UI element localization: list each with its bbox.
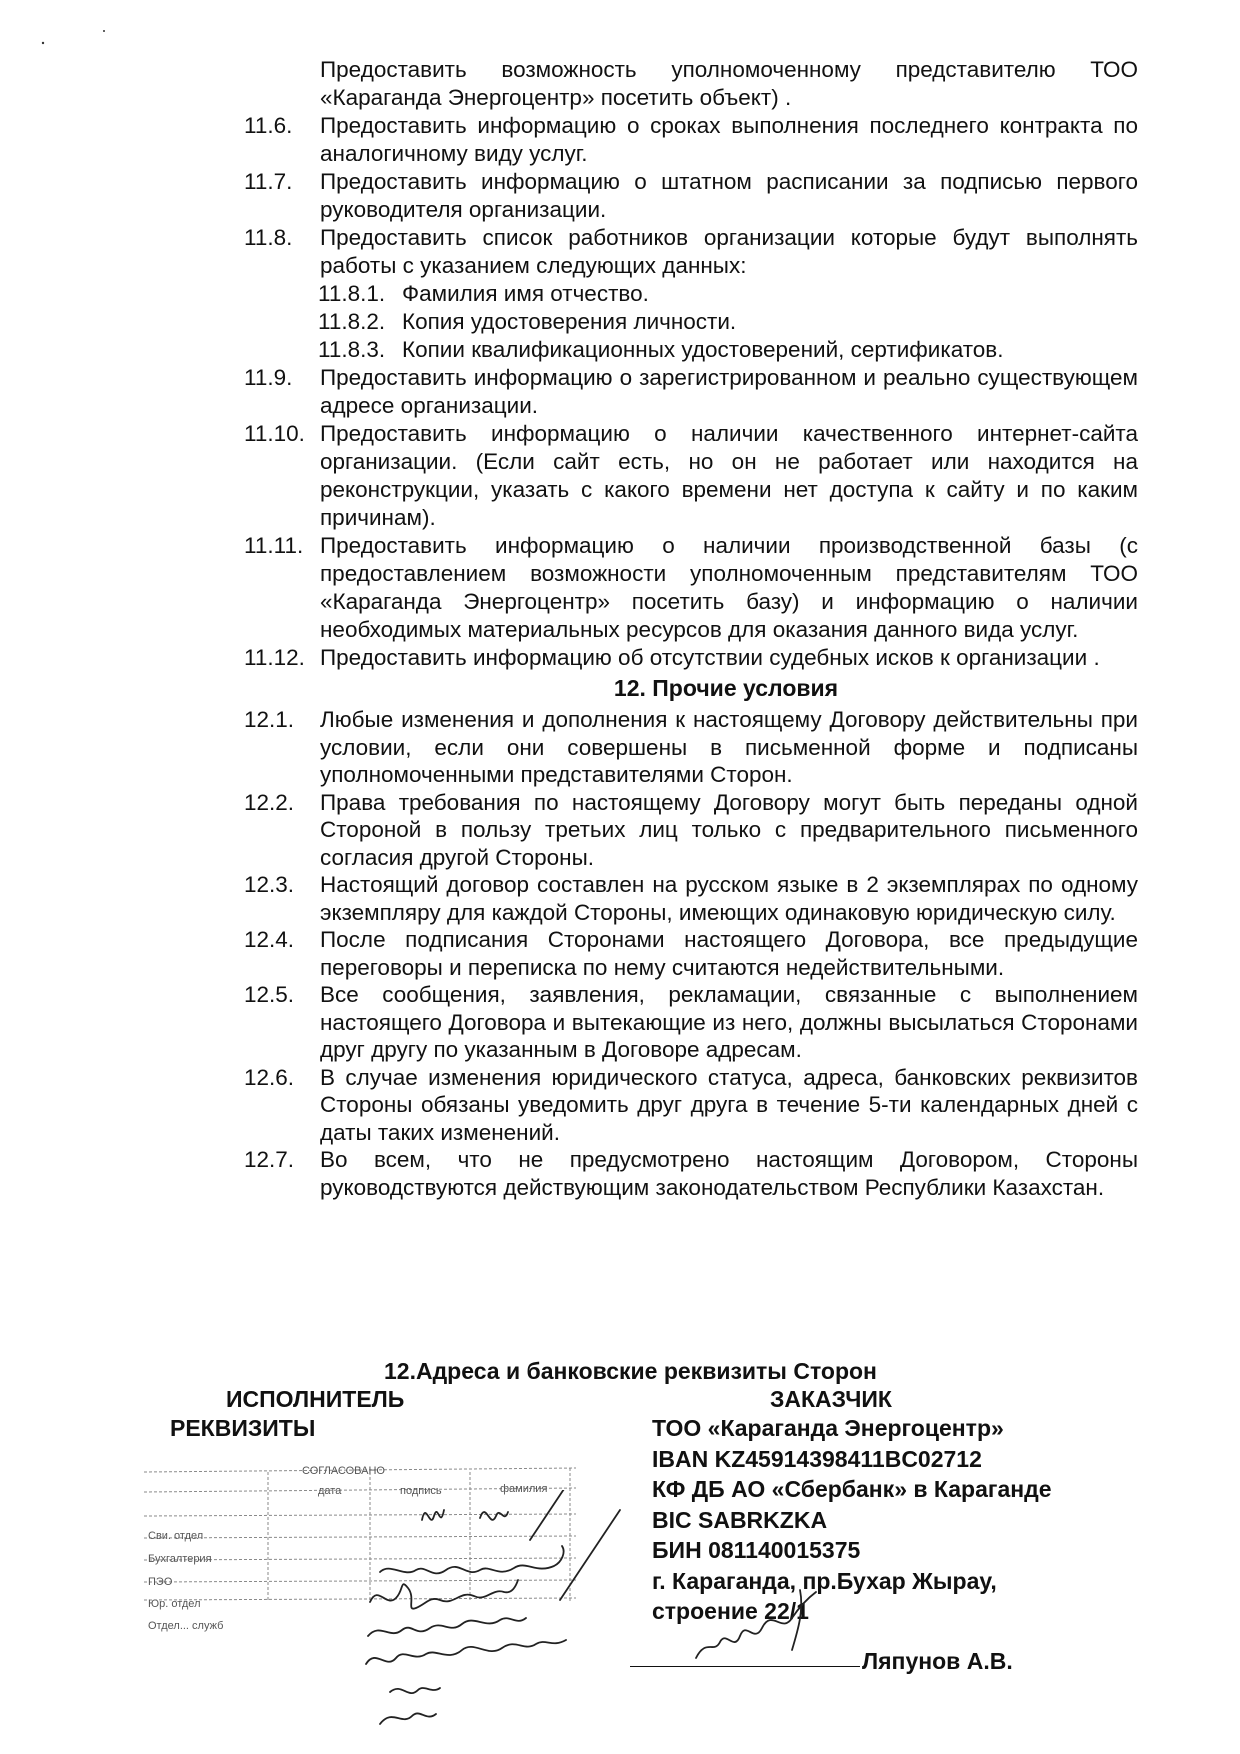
clause-number: 11.8. — [244, 225, 293, 250]
clause-11-6 — [244, 112, 1138, 168]
clause-12-7 — [244, 1146, 1138, 1201]
clause-number: 12.3. — [244, 872, 295, 897]
customer-building: строение 22/1 — [652, 1598, 809, 1624]
stamp-col-sign: подпись — [400, 1485, 442, 1497]
subclause-number: 11.8.3. — [318, 337, 386, 362]
customer-bin: БИН 081140015375 — [652, 1537, 861, 1563]
clause-text: Предоставить информацию об отсутствии судебных исков к организации . — [320, 645, 1100, 670]
clause-12-6 — [244, 1064, 1138, 1147]
customer-bic: BIC SABRKZKA — [652, 1506, 828, 1533]
clause-number: 11.9. — [244, 365, 293, 390]
clause-number: 11.12. — [244, 645, 305, 670]
stamp-row-4: Юр. отдел — [148, 1598, 201, 1610]
clause-text: Любые изменения и дополнения к настоящему Договору действительны при условии, если они совершены в письменной форме и подписаны уполномоченными представителями Сторон. — [320, 707, 1138, 787]
clause-number: 11.7. — [244, 169, 293, 194]
customer-signature — [690, 1588, 850, 1678]
clause-11-8 — [244, 224, 1138, 280]
subclause-number: 11.8.1. — [318, 281, 386, 306]
customer-company: ТОО «Караганда Энергоцентр» — [652, 1415, 1004, 1441]
clause-11-10 — [244, 420, 1138, 532]
signer-name: Ляпунов А.В. — [862, 1648, 1013, 1674]
clause-11-12 — [244, 644, 1138, 672]
clause-number: 11.6. — [244, 113, 293, 138]
clause-text: Предоставить информацию о наличии качественного интернет-сайта организации. (Если сайт есть, но он не работает или находится на реконструкции, указать с какого времени нет доступа к сайту и по каким причинам). — [320, 421, 1138, 530]
clause-text: Права требования по настоящему Договору могут быть переданы одной Стороной в пользу третьих лиц только с предварительного письменного согласия другой Стороны. — [320, 789, 1138, 870]
customer-iban: IBAN KZ45914398411BC02712 — [652, 1445, 982, 1472]
executor-title: ИСПОЛНИТЕЛЬ — [226, 1386, 405, 1412]
clause-12-3 — [244, 871, 1138, 926]
clause-number: 12.2. — [244, 789, 295, 815]
executor-requisites: РЕКВИЗИТЫ — [170, 1415, 316, 1441]
customer-address: г. Караганда, пр.Бухар Жырау, — [652, 1567, 997, 1594]
subclause-text: Копия удостоверения личности. — [402, 309, 737, 334]
subclause-text: Копии квалификационных удостоверений, сертификатов. — [402, 337, 1004, 362]
clause-text: В случае изменения юридического статуса, адреса, банковских реквизитов Стороны обязаны уведомить друг друга в течение 5-ти календарных дней с даты таких изменений. — [320, 1064, 1138, 1145]
clause-text: Предоставить информацию о штатном расписании за подписью первого руководителя организации. — [320, 169, 1138, 222]
subclause-text: Фамилия имя отчество. — [402, 281, 649, 306]
section-12-heading: 12. Прочие условия — [613, 675, 839, 701]
clause-number: 12.4. — [244, 927, 295, 952]
clause-text: Настоящий договор составлен на русском языке в 2 экземплярах по одному экземпляру для каждой Стороны, имеющих одинаковую юридическую силу. — [320, 872, 1138, 925]
clause-number: 11.10. — [244, 421, 305, 446]
stamp-row-1: Сви. отдел — [148, 1530, 204, 1542]
requisites-title: 12.Адреса и банковские реквизиты Сторон — [384, 1358, 877, 1384]
stamp-col-surname: фамилия — [500, 1483, 548, 1495]
clause-number: 12.1. — [244, 707, 295, 732]
clause-11-9 — [244, 364, 1138, 420]
clause-12-5 — [244, 981, 1138, 1064]
subclause-number: 11.8.2. — [318, 309, 386, 334]
clause-11-11 — [244, 532, 1138, 644]
clause-text: После подписания Сторонами настоящего Договора, все предыдущие переговоры и переписка по нему считаются недействительными. — [320, 927, 1138, 980]
scan-specks — [0, 0, 140, 60]
clause-text: Предоставить информацию о наличии производственной базы (с предоставлением возможности уполномоченным представителям ТОО «Караганда Энергоцентр» посетить базу) и информацию о наличии необходимых материальных ресурсов для оказания данного вида услуг. — [320, 533, 1138, 642]
clause-text: Все сообщения, заявления, рекламации, связанные с выполнением настоящего Договора и вытекающие из него, должны высылаться Сторонами друг другу по указанным в Договоре адресам. — [320, 982, 1138, 1062]
clause-number: 11.11. — [244, 533, 304, 558]
clause-number: 12.7. — [244, 1147, 295, 1172]
clause-text: Предоставить список работников организации которые будут выполнять работы с указанием следующих данных: — [320, 225, 1138, 278]
subclause-11-8-3 — [244, 336, 1138, 364]
stamp-row-2: Бухгалтерия — [148, 1553, 212, 1565]
subclause-11-8-2 — [244, 308, 1138, 336]
subclause-11-8-1 — [244, 280, 1138, 308]
clause-12-4 — [244, 926, 1138, 981]
clause-12-1 — [244, 706, 1138, 789]
stamp-row-5: Отдел... служб — [148, 1620, 224, 1632]
clause-number: 12.5. — [244, 982, 295, 1007]
stamp-title: СОГЛАСОВАНО — [302, 1465, 385, 1477]
clause-11-7 — [244, 168, 1138, 224]
clause-text: Предоставить информацию о сроках выполнения последнего контракта по аналогичному виду услуг. — [320, 113, 1138, 166]
lead-paragraph: Предоставить возможность уполномоченному представителю ТОО «Караганда Энергоцентр» посетить объект) . — [320, 57, 1138, 110]
contract-body — [244, 56, 1138, 1201]
clause-12-2 — [244, 789, 1138, 872]
customer-bank: КФ ДБ АО «Сбербанк» в Караганде — [652, 1476, 1052, 1502]
clause-text: Предоставить информацию о зарегистрированном и реально существующем адресе организации. — [320, 365, 1138, 418]
clause-number: 12.6. — [244, 1064, 295, 1090]
customer-title: ЗАКАЗЧИК — [770, 1386, 892, 1412]
handwritten-signatures — [360, 1490, 660, 1730]
stamp-col-date: дата — [318, 1485, 342, 1497]
clause-text: Во всем, что не предусмотрено настоящим Договором, Стороны руководствуются действующим законодательством Республики Казахстан. — [320, 1147, 1138, 1200]
stamp-row-3: ПЭО — [148, 1576, 173, 1588]
